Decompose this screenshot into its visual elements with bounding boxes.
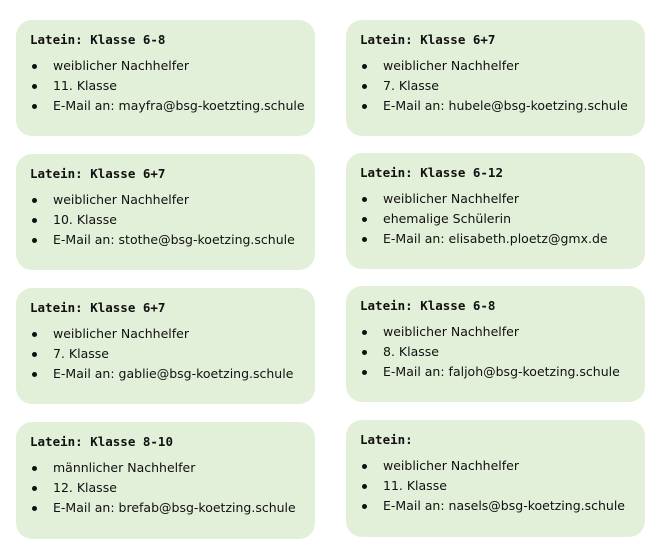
list-item <box>30 96 305 116</box>
grade-text: 11. Klasse <box>383 478 447 493</box>
list-item <box>30 56 301 76</box>
email-text: E-Mail an: nasels@bsg-koetzing.schule <box>383 498 625 513</box>
list-item <box>360 189 631 209</box>
tutor-card <box>16 20 315 136</box>
grade-text: 7. Klasse <box>53 346 109 361</box>
gender-text: männlicher Nachhelfer <box>53 460 196 475</box>
bullet-icon <box>32 64 37 69</box>
email-text: E-Mail an: stothe@bsg-koetzing.schule <box>53 232 295 247</box>
gender-text: weiblicher Nachhelfer <box>383 458 519 473</box>
gender-text: weiblicher Nachhelfer <box>53 58 189 73</box>
bullet-icon <box>32 218 37 223</box>
detail-list <box>30 324 301 384</box>
tutor-card <box>16 288 315 404</box>
bullet-icon <box>32 466 37 471</box>
tutor-card <box>346 286 645 402</box>
gender-text: weiblicher Nachhelfer <box>383 324 519 339</box>
detail-list <box>360 56 631 116</box>
bullet-icon <box>362 350 367 355</box>
bullet-icon <box>32 332 37 337</box>
detail-list <box>30 190 301 250</box>
list-item <box>30 458 301 478</box>
grade-text: 8. Klasse <box>383 344 439 359</box>
bullet-icon <box>32 486 37 491</box>
list-item <box>30 364 301 384</box>
list-item <box>360 496 631 516</box>
list-item <box>360 362 631 382</box>
tutor-card <box>16 154 315 270</box>
bullet-icon <box>32 506 37 511</box>
list-item <box>30 190 301 210</box>
bullet-icon <box>362 370 367 375</box>
card-title: Latein: Klasse 6-8 <box>360 298 496 313</box>
list-item <box>30 478 301 498</box>
bullet-icon <box>362 464 367 469</box>
list-item <box>30 76 301 96</box>
list-item <box>30 324 301 344</box>
grade-text: 11. Klasse <box>53 78 117 93</box>
list-item <box>360 322 631 342</box>
bullet-icon <box>32 352 37 357</box>
grade-text: 12. Klasse <box>53 480 117 495</box>
grade-text: 10. Klasse <box>53 212 117 227</box>
bullet-icon <box>32 198 37 203</box>
list-item <box>360 229 631 249</box>
detail-list <box>360 189 631 249</box>
list-item <box>360 476 631 496</box>
grade-text: 7. Klasse <box>383 78 439 93</box>
list-item <box>360 76 631 96</box>
email-text: E-Mail an: mayfra@bsg-koetzting.schule <box>53 98 305 113</box>
card-title: Latein: Klasse 6+7 <box>30 166 166 181</box>
email-text: E-Mail an: brefab@bsg-koetzing.schule <box>53 500 296 515</box>
bullet-icon <box>32 238 37 243</box>
card-title: Latein: Klasse 6-12 <box>360 165 503 180</box>
detail-list <box>360 322 631 382</box>
bullet-icon <box>362 504 367 509</box>
bullet-icon <box>362 484 367 489</box>
tutor-card <box>16 422 315 539</box>
email-text: E-Mail an: hubele@bsg-koetzing.schule <box>383 98 628 113</box>
bullet-icon <box>362 197 367 202</box>
detail-list <box>360 456 631 516</box>
bullet-icon <box>32 372 37 377</box>
status-text: ehemalige Schülerin <box>383 211 512 226</box>
gender-text: weiblicher Nachhelfer <box>53 326 189 341</box>
email-text: E-Mail an: gablie@bsg-koetzing.schule <box>53 366 294 381</box>
bullet-icon <box>362 84 367 89</box>
gender-text: weiblicher Nachhelfer <box>383 58 519 73</box>
tutor-card <box>346 420 645 537</box>
bullet-icon <box>362 104 367 109</box>
list-item <box>30 230 301 250</box>
gender-text: weiblicher Nachhelfer <box>53 192 189 207</box>
bullet-icon <box>32 84 37 89</box>
detail-list <box>30 458 301 518</box>
list-item <box>30 498 301 518</box>
detail-list <box>30 56 305 116</box>
list-item <box>30 344 301 364</box>
card-title: Latein: Klasse 6+7 <box>30 300 166 315</box>
bullet-icon <box>32 104 37 109</box>
list-item <box>360 209 631 229</box>
email-text: E-Mail an: faljoh@bsg-koetzing.schule <box>383 364 620 379</box>
card-title: Latein: Klasse 6-8 <box>30 32 166 47</box>
bullet-icon <box>362 330 367 335</box>
list-item <box>360 342 631 362</box>
list-item <box>360 96 631 116</box>
tutor-card <box>346 153 645 269</box>
card-title: Latein: Klasse 8-10 <box>30 434 173 449</box>
list-item <box>30 210 301 230</box>
list-item <box>360 56 631 76</box>
bullet-icon <box>362 217 367 222</box>
tutor-card <box>346 20 645 136</box>
list-item <box>360 456 631 476</box>
card-title: Latein: <box>360 432 413 447</box>
email-text: E-Mail an: elisabeth.ploetz@gmx.de <box>383 231 608 246</box>
gender-text: weiblicher Nachhelfer <box>383 191 519 206</box>
bullet-icon <box>362 64 367 69</box>
card-title: Latein: Klasse 6+7 <box>360 32 496 47</box>
bullet-icon <box>362 237 367 242</box>
